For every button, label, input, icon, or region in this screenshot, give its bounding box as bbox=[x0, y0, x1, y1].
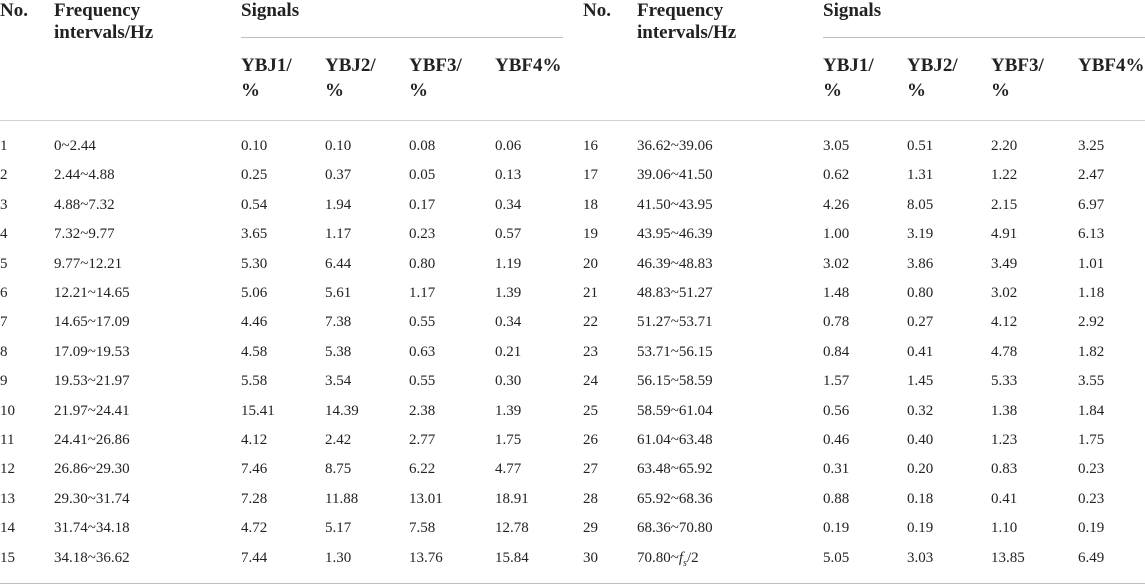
cell-ybj1: 1.00 bbox=[823, 226, 850, 243]
header-frequency-left: Frequency intervals/Hz bbox=[54, 0, 154, 43]
cell-ybf3: 6.22 bbox=[409, 461, 436, 478]
cell-ybf3: 0.17 bbox=[409, 196, 436, 213]
cell-frequency: 51.27~53.71 bbox=[637, 314, 713, 331]
cell-ybj2: 14.39 bbox=[325, 402, 359, 419]
cell-ybj1: 15.41 bbox=[241, 402, 275, 419]
cell-ybf4: 1.75 bbox=[1078, 432, 1105, 448]
cell-no: 7 bbox=[0, 314, 8, 331]
header-no-right: No. bbox=[583, 0, 611, 21]
cell-no: 17 bbox=[583, 167, 598, 184]
cell-ybj2: 3.19 bbox=[907, 226, 934, 243]
cell-ybf4: 0.19 bbox=[1078, 520, 1105, 537]
header-no-left: No. bbox=[0, 0, 28, 21]
cell-ybf3: 0.05 bbox=[409, 167, 436, 184]
cell-frequency: 56.15~58.59 bbox=[637, 373, 713, 390]
cell-ybf3: 1.22 bbox=[991, 167, 1018, 184]
cell-frequency: 41.50~43.95 bbox=[637, 196, 713, 213]
cell-ybj2: 1.17 bbox=[325, 226, 352, 243]
cell-no: 11 bbox=[0, 432, 15, 448]
cell-no: 9 bbox=[0, 373, 8, 390]
cell-ybj2: 0.40 bbox=[907, 432, 934, 448]
header-frequency-right: Frequency intervals/Hz bbox=[637, 0, 737, 43]
cell-frequency-suffix: /2 bbox=[686, 549, 699, 566]
cell-ybj1: 1.57 bbox=[823, 373, 850, 390]
cell-ybj1: 5.58 bbox=[241, 373, 268, 390]
cell-ybf4: 0.23 bbox=[1078, 461, 1105, 478]
cell-ybf4: 0.30 bbox=[495, 373, 522, 390]
cell-no: 4 bbox=[0, 226, 8, 243]
cell-no: 24 bbox=[583, 373, 598, 390]
cell-no: 20 bbox=[583, 255, 598, 272]
cell-ybf3: 13.76 bbox=[409, 549, 443, 566]
cell-ybj2: 2.42 bbox=[325, 432, 352, 448]
cell-frequency-prefix: 70.80~ bbox=[637, 549, 679, 566]
cell-ybj1: 0.25 bbox=[241, 167, 268, 184]
cell-ybf4: 1.01 bbox=[1078, 255, 1105, 272]
cell-ybf4: 6.97 bbox=[1078, 196, 1105, 213]
cell-ybj2: 5.38 bbox=[325, 343, 352, 360]
cell-ybj1: 4.72 bbox=[241, 520, 268, 537]
cell-ybf3: 5.33 bbox=[991, 373, 1018, 390]
cell-ybf4: 1.39 bbox=[495, 402, 522, 419]
cell-no: 22 bbox=[583, 314, 598, 331]
cell-ybj1: 0.56 bbox=[823, 402, 850, 419]
cell-no: 13 bbox=[0, 490, 15, 507]
header-bottom-rule bbox=[0, 120, 1145, 121]
header-ybf4-left: YBF4% bbox=[495, 55, 562, 76]
cell-ybj2: 1.94 bbox=[325, 196, 352, 213]
cell-ybj2: 5.17 bbox=[325, 520, 352, 537]
cell-ybf4: 18.91 bbox=[495, 490, 529, 507]
cell-ybj2: 0.18 bbox=[907, 490, 934, 507]
cell-ybj1: 0.78 bbox=[823, 314, 850, 331]
cell-ybj1: 4.58 bbox=[241, 343, 268, 360]
cell-ybj1: 5.05 bbox=[823, 549, 850, 566]
cell-ybf3: 3.02 bbox=[991, 285, 1018, 301]
cell-frequency: 26.86~29.30 bbox=[54, 461, 130, 478]
cell-ybj1: 4.12 bbox=[241, 432, 268, 448]
cell-ybf3: 0.41 bbox=[991, 490, 1018, 507]
cell-no: 16 bbox=[583, 138, 598, 154]
cell-ybf3: 13.01 bbox=[409, 490, 443, 507]
cell-no: 1 bbox=[0, 138, 8, 154]
cell-no: 15 bbox=[0, 549, 15, 566]
cell-frequency: 12.21~14.65 bbox=[54, 285, 130, 301]
cell-no: 8 bbox=[0, 343, 8, 360]
cell-frequency: 0~2.44 bbox=[54, 138, 96, 154]
cell-ybf3: 2.77 bbox=[409, 432, 436, 448]
cell-ybf4: 0.06 bbox=[495, 138, 522, 154]
cell-ybf4: 4.77 bbox=[495, 461, 522, 478]
cell-ybf3: 2.38 bbox=[409, 402, 436, 419]
cell-ybj1: 4.46 bbox=[241, 314, 268, 331]
cell-ybf3: 0.23 bbox=[409, 226, 436, 243]
cell-ybf3: 0.55 bbox=[409, 314, 436, 331]
header-ybj1-right: YBJ1/ % bbox=[823, 55, 874, 101]
cell-frequency: 9.77~12.21 bbox=[54, 255, 123, 272]
cell-no: 10 bbox=[0, 402, 15, 419]
cell-ybf4: 1.39 bbox=[495, 285, 522, 301]
cell-no: 21 bbox=[583, 285, 598, 301]
cell-ybf4: 1.84 bbox=[1078, 402, 1105, 419]
cell-ybf3: 0.08 bbox=[409, 138, 436, 154]
cell-no: 5 bbox=[0, 255, 8, 272]
cell-ybj1: 0.31 bbox=[823, 461, 850, 478]
cell-ybj1: 3.65 bbox=[241, 226, 268, 243]
cell-ybj1: 0.10 bbox=[241, 138, 268, 154]
cell-ybf3: 7.58 bbox=[409, 520, 436, 537]
cell-frequency: 4.88~7.32 bbox=[54, 196, 115, 213]
cell-ybf3: 0.55 bbox=[409, 373, 436, 390]
cell-ybf4: 6.13 bbox=[1078, 226, 1105, 243]
cell-ybf4: 0.23 bbox=[1078, 490, 1105, 507]
cell-no: 14 bbox=[0, 520, 15, 537]
cell-frequency: 46.39~48.83 bbox=[637, 255, 713, 272]
cell-no: 27 bbox=[583, 461, 598, 478]
cell-ybj2: 3.54 bbox=[325, 373, 352, 390]
cell-frequency: 19.53~21.97 bbox=[54, 373, 130, 390]
cell-ybf3: 0.80 bbox=[409, 255, 436, 272]
cell-ybf3: 0.83 bbox=[991, 461, 1018, 478]
cell-ybj2: 0.37 bbox=[325, 167, 352, 184]
cell-ybf3: 13.85 bbox=[991, 549, 1025, 566]
cell-ybj2: 6.44 bbox=[325, 255, 352, 272]
signals-rule-right bbox=[823, 37, 1145, 38]
cell-ybf3: 0.63 bbox=[409, 343, 436, 360]
cell-ybj2: 0.32 bbox=[907, 402, 934, 419]
cell-ybj1: 7.44 bbox=[241, 549, 268, 566]
cell-ybj2: 7.38 bbox=[325, 314, 352, 331]
cell-ybj2: 8.05 bbox=[907, 196, 934, 213]
cell-ybf4: 6.49 bbox=[1078, 549, 1105, 566]
cell-ybf4: 0.13 bbox=[495, 167, 522, 184]
cell-frequency: 29.30~31.74 bbox=[54, 490, 130, 507]
cell-frequency: 61.04~63.48 bbox=[637, 432, 713, 448]
cell-ybj1: 0.19 bbox=[823, 520, 850, 537]
cell-ybf3: 2.20 bbox=[991, 138, 1018, 154]
cell-ybf4: 15.84 bbox=[495, 549, 529, 566]
cell-ybj1: 3.05 bbox=[823, 138, 850, 154]
cell-ybf3: 1.10 bbox=[991, 520, 1018, 537]
cell-ybf3: 1.23 bbox=[991, 432, 1018, 448]
header-ybf4-right: YBF4% bbox=[1078, 55, 1145, 76]
cell-ybj2: 0.27 bbox=[907, 314, 934, 331]
cell-frequency: 7.32~9.77 bbox=[54, 226, 115, 243]
cell-ybj1: 0.62 bbox=[823, 167, 850, 184]
cell-frequency: 63.48~65.92 bbox=[637, 461, 713, 478]
cell-ybj1: 0.84 bbox=[823, 343, 850, 360]
cell-frequency: 43.95~46.39 bbox=[637, 226, 713, 243]
header-ybj2-right: YBJ2/ % bbox=[907, 55, 958, 101]
cell-ybj2: 1.31 bbox=[907, 167, 934, 184]
header-ybj1-left: YBJ1/ % bbox=[241, 55, 292, 101]
cell-ybj1: 4.26 bbox=[823, 196, 850, 213]
cell-ybf3: 4.91 bbox=[991, 226, 1018, 243]
header-ybf3-right: YBF3/ % bbox=[991, 55, 1044, 101]
cell-ybf4: 0.34 bbox=[495, 196, 522, 213]
cell-frequency: 24.41~26.86 bbox=[54, 432, 130, 448]
cell-ybj2: 0.19 bbox=[907, 520, 934, 537]
cell-frequency: 39.06~41.50 bbox=[637, 167, 713, 184]
cell-ybf4: 1.75 bbox=[495, 432, 522, 448]
cell-frequency bbox=[637, 549, 699, 573]
cell-ybf4: 0.57 bbox=[495, 226, 522, 243]
cell-ybj1: 1.48 bbox=[823, 285, 850, 301]
header-signals-left: Signals bbox=[241, 0, 300, 21]
cell-ybj2: 1.45 bbox=[907, 373, 934, 390]
cell-no: 18 bbox=[583, 196, 598, 213]
cell-ybj2: 8.75 bbox=[325, 461, 352, 478]
cell-ybj1: 5.06 bbox=[241, 285, 268, 301]
cell-ybf3: 4.78 bbox=[991, 343, 1018, 360]
cell-ybj1: 5.30 bbox=[241, 255, 268, 272]
cell-ybf4: 1.82 bbox=[1078, 343, 1105, 360]
cell-ybj1: 0.88 bbox=[823, 490, 850, 507]
cell-ybj2: 11.88 bbox=[325, 490, 359, 507]
cell-ybf4: 2.92 bbox=[1078, 314, 1105, 331]
cell-frequency: 21.97~24.41 bbox=[54, 402, 130, 419]
cell-ybf3: 3.49 bbox=[991, 255, 1018, 272]
cell-frequency: 31.74~34.18 bbox=[54, 520, 130, 537]
cell-frequency: 53.71~56.15 bbox=[637, 343, 713, 360]
cell-ybj2: 0.80 bbox=[907, 285, 934, 301]
cell-ybf3: 1.17 bbox=[409, 285, 436, 301]
cell-ybf3: 4.12 bbox=[991, 314, 1018, 331]
header-ybj2-left: YBJ2/ % bbox=[325, 55, 376, 101]
cell-no: 19 bbox=[583, 226, 598, 243]
cell-ybj2: 0.41 bbox=[907, 343, 934, 360]
cell-no: 25 bbox=[583, 402, 598, 419]
cell-no: 26 bbox=[583, 432, 598, 448]
cell-ybj2: 3.03 bbox=[907, 549, 934, 566]
cell-frequency: 65.92~68.36 bbox=[637, 490, 713, 507]
cell-ybj1: 7.46 bbox=[241, 461, 268, 478]
cell-ybf4: 0.34 bbox=[495, 314, 522, 331]
cell-no: 6 bbox=[0, 285, 8, 301]
header-ybf3-left: YBF3/ % bbox=[409, 55, 462, 101]
cell-ybf4: 3.25 bbox=[1078, 138, 1105, 154]
cell-frequency: 2.44~4.88 bbox=[54, 167, 115, 184]
header-signals-right: Signals bbox=[823, 0, 882, 21]
cell-no: 29 bbox=[583, 520, 598, 537]
cell-ybf3: 2.15 bbox=[991, 196, 1018, 213]
cell-ybf3: 1.38 bbox=[991, 402, 1018, 419]
cell-frequency: 48.83~51.27 bbox=[637, 285, 713, 301]
cell-ybj2: 0.10 bbox=[325, 138, 352, 154]
cell-ybj2: 0.20 bbox=[907, 461, 934, 478]
cell-no: 2 bbox=[0, 167, 8, 184]
cell-ybj1: 0.46 bbox=[823, 432, 850, 448]
cell-ybj2: 3.86 bbox=[907, 255, 934, 272]
sampling-frequency-symbol: $f_s$ bbox=[678, 549, 687, 569]
cell-no: 23 bbox=[583, 343, 598, 360]
cell-ybf4: 1.19 bbox=[495, 255, 522, 272]
cell-ybj2: 5.61 bbox=[325, 285, 352, 301]
signals-rule-left bbox=[241, 37, 563, 38]
cell-frequency: 36.62~39.06 bbox=[637, 138, 713, 154]
cell-ybf4: 12.78 bbox=[495, 520, 529, 537]
cell-frequency: 58.59~61.04 bbox=[637, 402, 713, 419]
cell-ybf4: 3.55 bbox=[1078, 373, 1105, 390]
cell-ybj1: 0.54 bbox=[241, 196, 268, 213]
cell-no: 28 bbox=[583, 490, 598, 507]
cell-frequency: 68.36~70.80 bbox=[637, 520, 713, 537]
cell-ybf4: 1.18 bbox=[1078, 285, 1105, 301]
cell-no: 3 bbox=[0, 196, 8, 213]
cell-ybf4: 2.47 bbox=[1078, 167, 1105, 184]
cell-ybj1: 7.28 bbox=[241, 490, 268, 507]
cell-frequency: 14.65~17.09 bbox=[54, 314, 130, 331]
cell-ybj2: 0.51 bbox=[907, 138, 934, 154]
table-bottom-rule bbox=[0, 583, 1145, 584]
cell-no: 30 bbox=[583, 549, 598, 566]
cell-frequency: 34.18~36.62 bbox=[54, 549, 130, 566]
cell-no: 12 bbox=[0, 461, 15, 478]
cell-ybj1: 3.02 bbox=[823, 255, 850, 272]
cell-ybj2: 1.30 bbox=[325, 549, 352, 566]
cell-ybf4: 0.21 bbox=[495, 343, 522, 360]
cell-frequency: 17.09~19.53 bbox=[54, 343, 130, 360]
